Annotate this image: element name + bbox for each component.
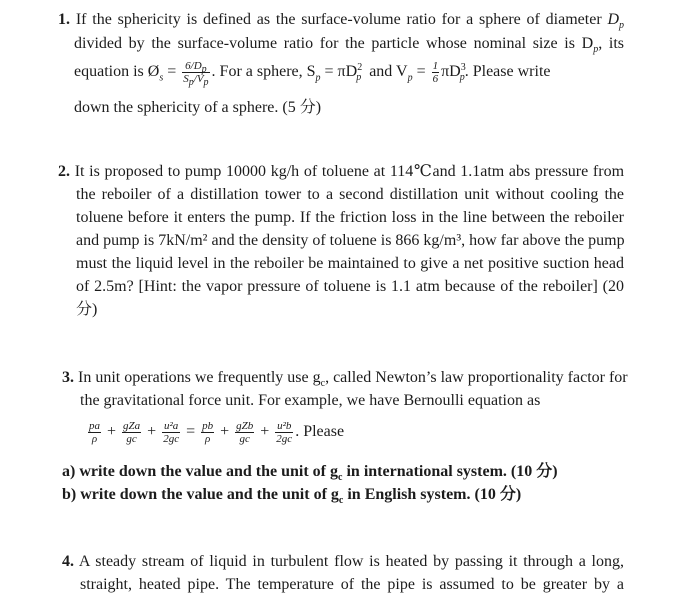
- q3-line-1: 3. In unit operations we frequently use $g_c$, called Newton’s law proportionality factor for: [62, 369, 628, 390]
- q2-line-2: the reboiler of a distillation tower to a second distillation unit without cooling the: [76, 186, 624, 203]
- q2-line-6: of 2.5m? [Hint: the vapor pressure of toluene is 1.1 atm because of the reboiler] (20: [76, 278, 624, 295]
- q1-line-4: down the sphericity of a sphere. (5 分): [74, 99, 322, 116]
- one-sixth-fraction: $\frac{1}{6}$: [432, 60, 439, 85]
- q3-number: 3.: [62, 369, 74, 386]
- q1-line-1: 1. If the sphericity is defined as the surface-volume ratio for a sphere of diameter $D_p$: [58, 11, 625, 32]
- q3-part-a: a) write down the value and the unit of $g_c$ in international system. (10 分): [62, 463, 558, 484]
- q3-line-2: the gravitational force unit. For example, we have Bernoulli equation as: [80, 392, 541, 409]
- q2-number: 2.: [58, 163, 70, 180]
- q4-number: 4.: [62, 553, 74, 570]
- bernoulli-equation: $\frac{pa}{\rho}$ + $\frac{\text{gZa}}{gc}$ + $\frac{\text{u²a}}{2gc}$ = $\frac{pb}{\rho}$ + $\frac{\text{gZb}}{gc}$ + $\frac{\text{u²b}}{2gc}$ . Please: [89, 420, 345, 445]
- q2-line-3: toluene before it enters the pump. If the friction loss in the line between the reboiler: [76, 209, 624, 226]
- q2-line-7: 分): [76, 301, 98, 318]
- q1-line-2: divided by the surface-volume ratio for the particle whose nominal size is $D_p$, its: [74, 35, 624, 56]
- sphericity-fraction: $\frac{6/D_p}{S_p/V_p}$: [183, 60, 209, 89]
- q2-line-5: must the liquid level in the reboiler be maintained to give a net positive suction head: [76, 255, 624, 272]
- q1-number: 1.: [58, 11, 70, 28]
- q3-part-b: b) write down the value and the unit of $g_c$ in English system. (10 分): [62, 486, 522, 507]
- q1-equation-line: equation is $Ø_s$ = $\frac{6/D_p}{S_p/V_p}$ . For a sphere, $S_p = \pi D^2_p$ and $V_p$ = $\frac{1}{6}$ $\pi D^3_p$. Please write: [74, 60, 551, 89]
- q4-line-1: 4. A steady stream of liquid in turbulent flow is heated by passing it through a long,: [62, 553, 624, 570]
- q4-line-2: straight, heated pipe. The temperature of the pipe is assumed to be greater by a: [80, 576, 624, 593]
- q2-line-1: 2. It is proposed to pump 10000 kg/h of toluene at 114℃and 1.1atm abs pressure from: [58, 163, 625, 180]
- q2-line-4: and pump is 7kN/m² and the density of toluene is 866 kg/m³, how far above the pump: [76, 232, 625, 249]
